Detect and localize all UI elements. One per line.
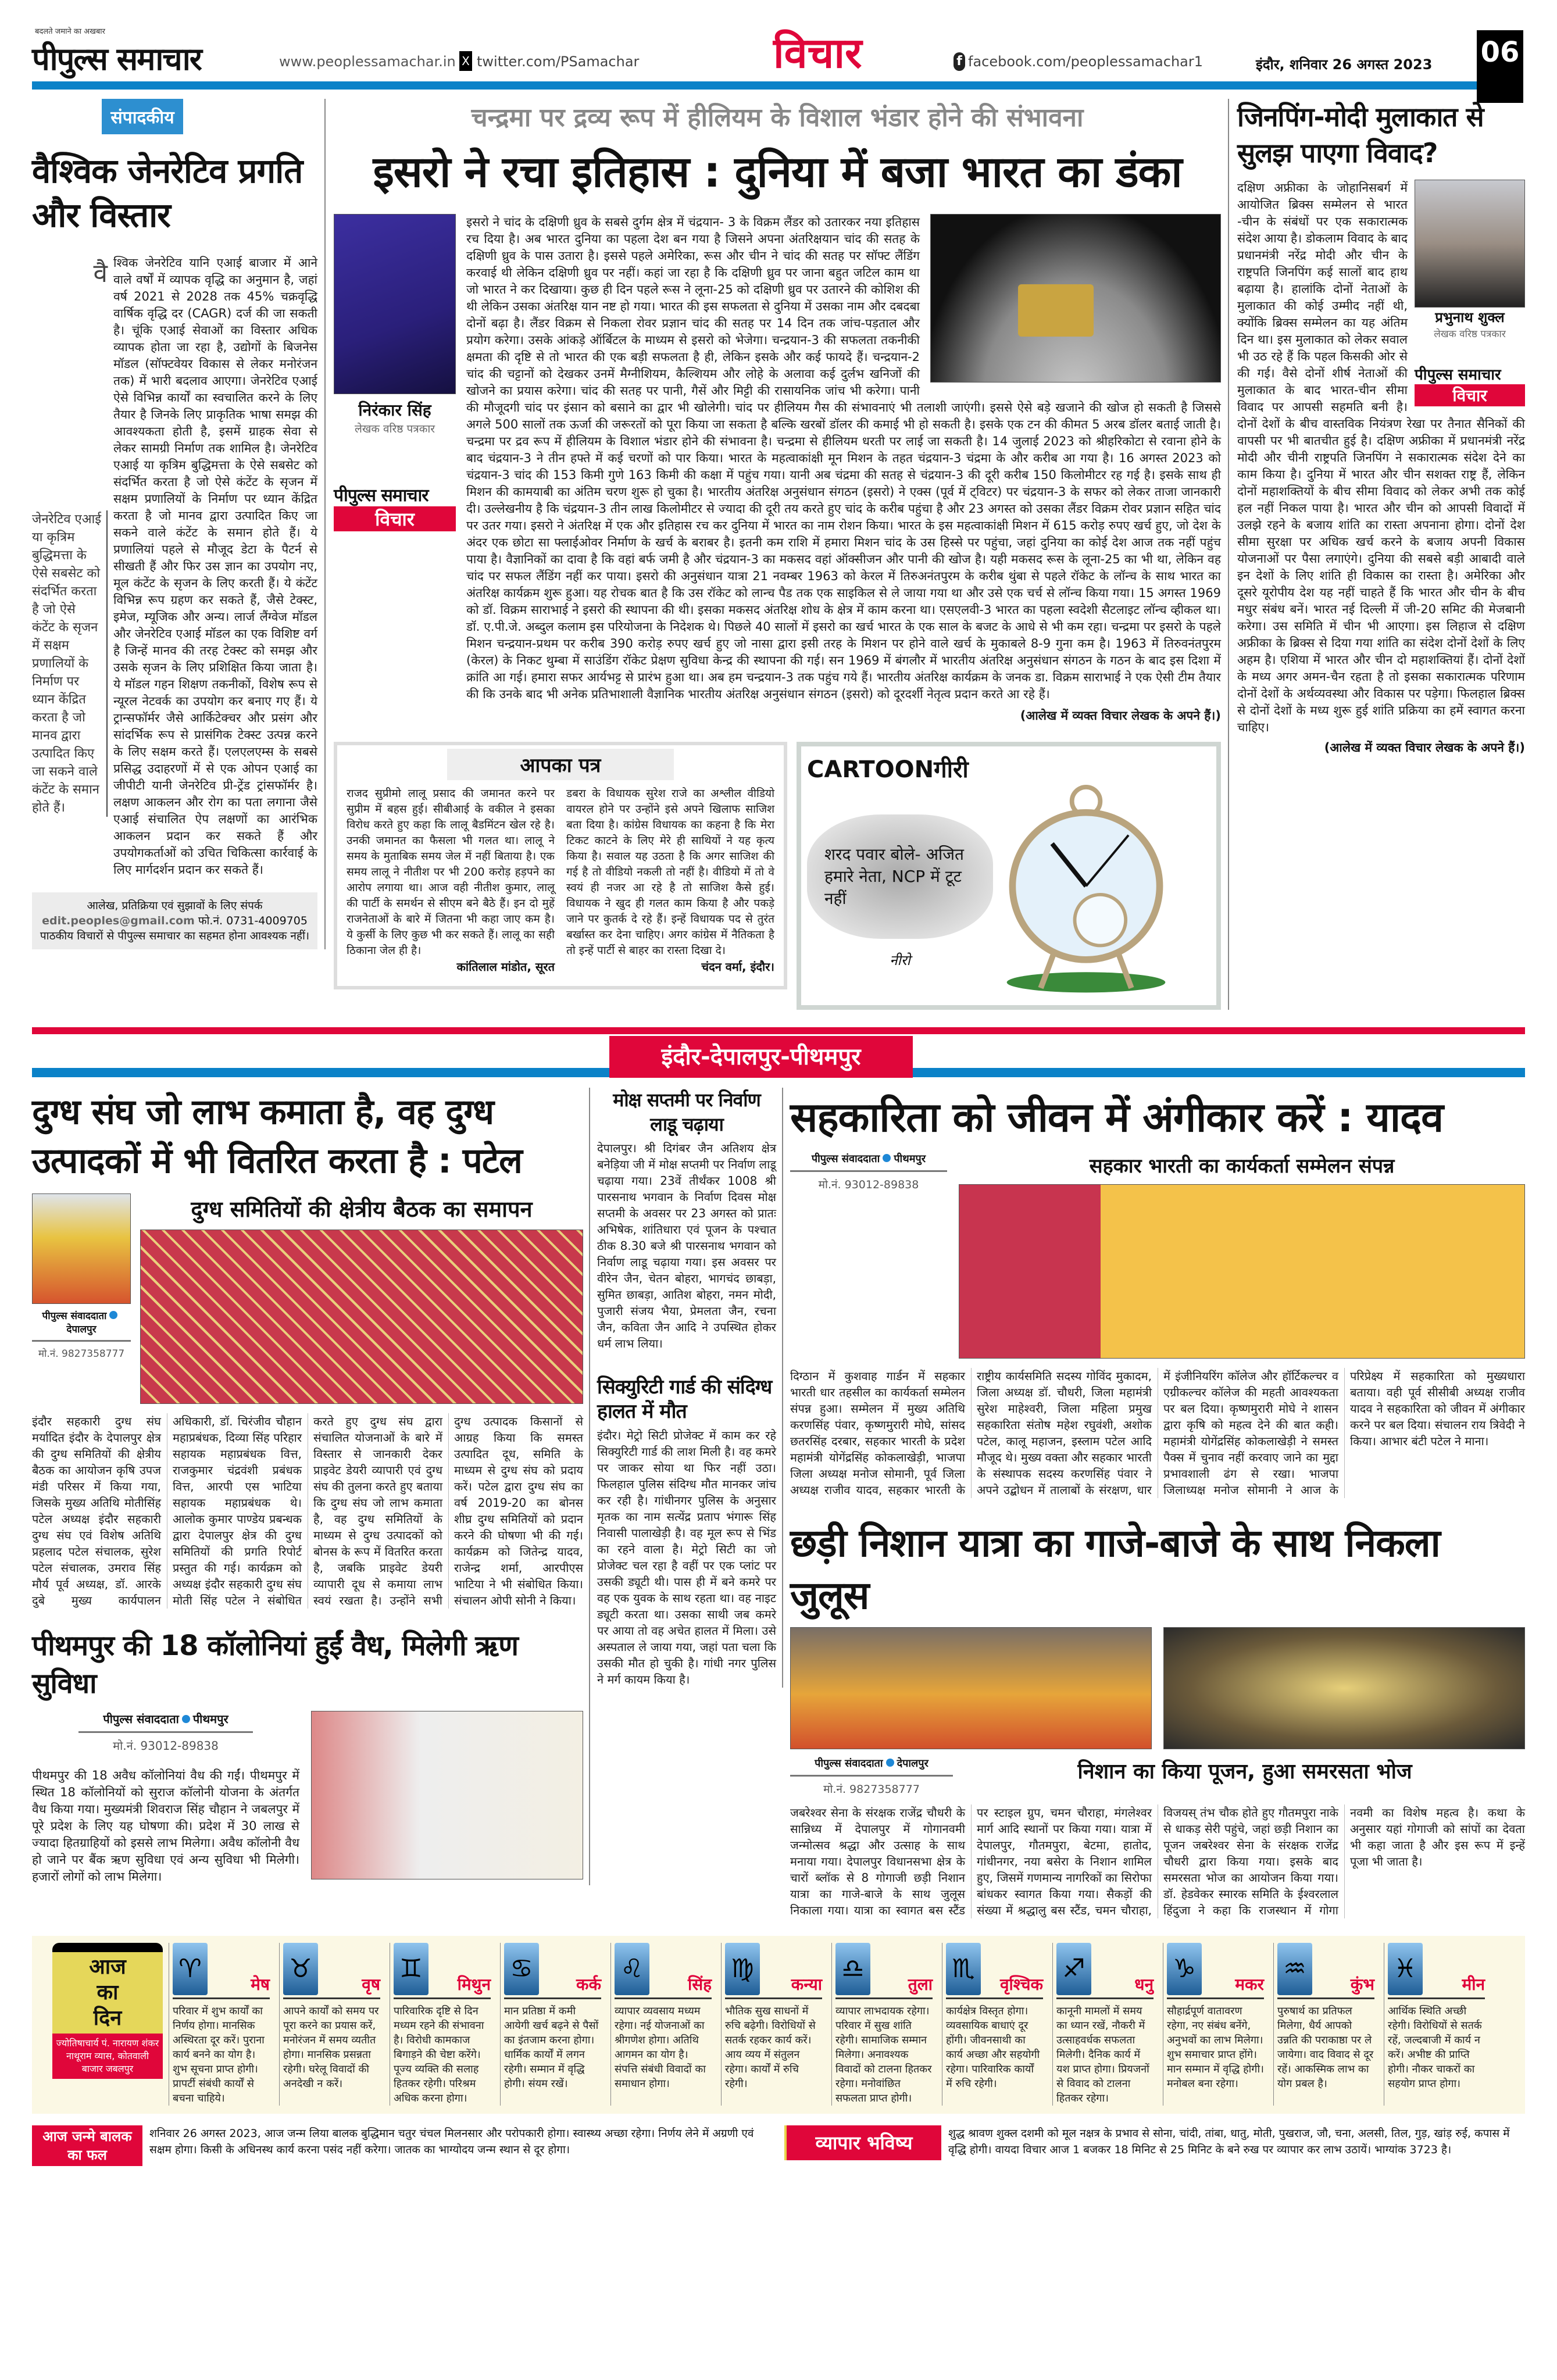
guard-headline: सिक्युरिटी गार्ड की संदिग्ध हालत में मौत bbox=[597, 1375, 772, 1423]
horoscope-title: दिन bbox=[93, 2006, 122, 2030]
zodiac-icon: ♏ bbox=[946, 1943, 981, 1995]
meeting-crowd-photo bbox=[140, 1230, 583, 1404]
sahkar-body: दिग्ठान में कुशवाह गार्डन में सहकार भारती धार तहसील का कार्यकर्ता सम्मेलन संपन्न हुआ। सम्मेलन में मुख्य अतिथि करणसिंह पंवार, कृष्णमुरारी मोघे, सांसद छतरसिंह दरबार, सहकार भारती के प्रदेश महामंत्री योगेंद्रसिंह कोकलाखेड़ी, भाजपा जिला अध्यक्ष मनोज सोमानी, पूर्व जिला अध्यक्ष राजीव यादव, सहकार भारती के राष्ट्रीय कार्यसमिति सदस्य गोविंद मुकादम, जिला अध्यक्ष डॉ. चौधरी, जिला महामंत्री सुरेश माहेश्वरी, जिला महिला प्रमुख सहकारिता संतोष महेश रघुवंशी, अशोक पटेल, कालू महाजन, इस्लाम पटेल आदि मौजूद थे। मुख्य वक्ता और सहकार भारती के संस्थापक सदस्य करणसिंह पंवार ने अपने उद्बोधन में तालाबों के संरक्षण, धार में इंजीनियरिंग कॉलेज और हॉर्टिकल्चर व एग्रीकल्चर कॉलेज की महती आवश्यकता पर बल दिया। कृष्णमुरारी मोघे ने शासन द्वारा कृषि को महत्व देने की बात कही। महामंत्री योगेंद्रसिंह कोकलाखेड़ी ने समस्त पैक्स में चुनाव नहीं करवाए जाने का मुद्दा प्रभावशाली ढंग से रखा। भाजपा जिलाध्यक्ष मनोज सोमानी ने आज के परिप्रेक्ष्य में सहकारिता को मुख्यधारा बताया। वही पूर्व सीसीबी अध्यक्ष राजीव यादव ने सहकारिता को जीवन में अंगीकार करने पर बल दिया। संचालन राय त्रिवेदी ने किया। आभार बंटी पटेल ने माना। bbox=[790, 1369, 1525, 1497]
zodiac-icon: ♋ bbox=[504, 1943, 539, 1995]
rover-shape bbox=[1018, 284, 1094, 337]
zodiac-prediction: आर्थिक स्थिति अच्छी रहेगी। विरोधियों से सतर्क रहें, जल्दबाजी में कार्य न करें। अभीष्ट की प्राप्ति होगी। नौकर चाकरों का सहयोग प्राप्त होगा। bbox=[1388, 2005, 1482, 2090]
zodiac-prediction: पुरुषार्थ का प्रतिफल मिलेगा, धैर्य आपको उन्नति की पराकाष्ठा पर ले जायेगा। वाद विवाद से दूर रहें। आकस्मिक लाभ का योग प्रबल है। bbox=[1277, 2005, 1374, 2090]
zodiac-name: कुंभ bbox=[1350, 1975, 1374, 1994]
zodiac-sign-3 bbox=[390, 1943, 494, 2106]
author-name: प्रभुनाथ शुक्ल bbox=[1435, 309, 1505, 326]
zodiac-name: वृश्चिक bbox=[999, 1975, 1043, 1994]
zodiac-sign-9 bbox=[1052, 1943, 1157, 2106]
letter-signature: कांतिलाल मांडोत, सूरत bbox=[456, 960, 555, 974]
left-news-column bbox=[32, 1088, 590, 1885]
page-number: 06 bbox=[1477, 30, 1523, 103]
moon-lander-photo bbox=[930, 214, 1221, 383]
logo-tag: विचार bbox=[1415, 384, 1525, 406]
zodiac-sign-5 bbox=[610, 1943, 715, 2106]
zodiac-icon: ♑ bbox=[1167, 1943, 1202, 1995]
cartoon-caption: शरद पवार बोले- अजित हमारे नेता, NCP में टूट नहीं bbox=[807, 814, 993, 939]
letter-signature: चंदन वर्मा, इंदौर। bbox=[701, 960, 774, 974]
contact-heading: आलेख, प्रतिक्रिया एवं सुझावों के लिए संपर्क bbox=[87, 899, 263, 912]
zodiac-name: मिथुन bbox=[457, 1975, 491, 1994]
pull-quote: जेनरेटिव एआई या कृत्रिम बुद्धिमत्ता के ऐसे सबसेट को संदर्भित करता है जो ऐसे कंटेंट के सृजन में सक्षम प्रणालियों के निर्माण पर ध्यान केंद्रित करता है जो मानव द्वारा उत्पादित किए जा सकने वाले कंटेंट के समान होते हैं। bbox=[32, 510, 108, 817]
zodiac-prediction: कार्यक्षेत्र विस्तृत होगा। व्यवसायिक बाधाएं दूर होंगी। जीवनसाथी का कार्य अच्छा और सहयोगी रहेगा। पारिवारिक कार्यों में रुचि रहेगी। bbox=[946, 2005, 1040, 2090]
author-role: लेखक वरिष्ठ पत्रकार bbox=[354, 423, 435, 435]
letters-box bbox=[334, 742, 787, 989]
zodiac-prediction: व्यापार व्यवसाय मध्यम रहेगा। नई योजनाओं का श्रीगणेश होगा। अतिथि आगमन का योग है। संपत्ति संबंधी विवादों का समाधान होगा। bbox=[615, 2005, 706, 2090]
zodiac-sign-2 bbox=[279, 1943, 384, 2106]
chhadi-byline bbox=[790, 1756, 953, 1796]
drop-cap: वै bbox=[93, 259, 108, 288]
zodiac-prediction: व्यापार लाभदायक रहेगा। परिवार में सुख शांति रहेगी। सामाजिक सम्मान मिलेगा। अनावश्यक विवादों को टालना हितकर रहेगा। मनोवांछित सफलता प्राप्त होगी। bbox=[835, 2005, 932, 2104]
zodiac-prediction: परिवार में शुभ कार्यों का निर्णय होगा। मानसिक अस्थिरता दूर करें। पुराना कार्य बनने का योग है। शुभ सूचना प्राप्त होगी। प्रापर्टी संबंधी कार्यों से बचना चाहिये। bbox=[173, 2005, 265, 2104]
letter-body: डबरा के विधायक सुरेश राजे का अश्लील वीडियो वायरल होने पर उन्होंने इसे अपने खिलाफ साजिश बता दिया है। कांग्रेस विधायक का कहना है कि मेरा टिकट काटने के लिए मेरे ही साथियों ने यह कृत्य किया है। सवाल यह उठता है कि अगर साजिश की गई है तो वीडियो नकली तो नहीं है। वीडियो में तो वे स्वयं ही नजर आ रहे है तो साजिश कैसे हुई। विधायक ने खुद ही गलत काम किया है और पकड़े जाने पर कुतर्क दे रहे हैं। इन्हें विधायक पद से तुरंत बर्खास्त कर देना चाहिए। अगर कांग्रेस में नैतिकता है तो इन्हें पार्टी से बाहर का रास्ता दिखा दे। bbox=[566, 787, 775, 957]
author-photo bbox=[1415, 180, 1525, 308]
cartoon-title-hi: गीरी bbox=[934, 756, 969, 783]
born-today-text: शनिवार 26 अगस्त 2023, आज जन्म लिया बालक बुद्धिमान चतुर चंचल मिलनसार और परोपकारी होगा। स्वास्थ्य अच्छा रहेगा। निर्णय लेने में अग्रणी एवं सक्षम होगा। किसी के अधिनस्थ कार्य करना पसंद नहीं करेगा। जातक का भाग्योदय जन्म स्थान से दूर होगा। bbox=[149, 2127, 754, 2156]
reporter-mobile: मो.नं. 93012-89838 bbox=[818, 1178, 919, 1191]
lead-article bbox=[334, 99, 1229, 1010]
byline-place: देपालपुर bbox=[897, 1757, 929, 1770]
lead-headline: इसरो ने रचा इतिहास : दुनिया में बजा भारत का डंका bbox=[373, 147, 1182, 197]
lead-kicker: चन्द्रमा पर द्रव्य रूप में हीलियम के विशाल भंडार होने की संभावना bbox=[471, 103, 1084, 133]
zodiac-icon: ♈ bbox=[173, 1943, 208, 1995]
zodiac-name: मकर bbox=[1235, 1975, 1264, 1994]
zodiac-prediction: भौतिक सुख साधनों में रुचि बढ़ेगी। विरोधियों से सतर्क रहकर कार्य करें। आय व्यय में संतुलन रहेगा। कार्यों में रुचि रहेगी। bbox=[725, 2005, 816, 2090]
bottom-strip bbox=[32, 2125, 1525, 2166]
logo-text: पीपुल्स समाचार bbox=[334, 485, 428, 506]
zodiac-icon: ♊ bbox=[394, 1943, 428, 1995]
trade-forecast-label: व्यापार भविष्य bbox=[784, 2125, 941, 2160]
chhadi-body: जबरेश्वर सेना के संरक्षक राजेंद्र चौधरी के सान्निध्य में देपालपुर में गोगानवमी जन्मोत्सव श्रद्धा और उत्साह के साथ मनाया गया। देपालपुर विधानसभा क्षेत्र के चारों ब्लॉक से 8 गोगाजी छड़ी निशान यात्रा का गाजे-बाजे के साथ जुलूस निकाला गया। यात्रा का स्वागत बस स्टैंड पर स्टाइल ग्रुप, चमन चौराहा, मंगलेश्वर मार्ग आदि स्थानों पर किया गया। यात्रा में देपालपुर, गौतमपुरा, बेटमा, हातोद, गांधीनगर, नया बसेरा के निशान शामिल हुए, जिसमें गणमान्य नागरिकों का सिरोफा बांधकर स्वागत किया गया। सैकड़ों की संख्या में श्रद्धालु बस स्टैंड, चमन चौराहा, विजयस् तंभ चौक होते हुए गौतमपुरा नाके से धाकड़ सेरी पहुंचे, जहां छड़ी निशान का पूजन जबरेश्वर सेना के संरक्षक राजेंद्र चौधरी द्वारा किया गया। इसके बाद समरसता भोज का आयोजन किया गया। डॉ. हेडवेकर स्मारक समिति के ईश्वरलाल हिंदुजा ने कहा कि राजस्थान में गोगा नवमी का विशेष महत्व है। कथा के अनुसार यहां गोगाजी को सांपों का देवता भी कहा जाता है और इस रूप में इन्हें पूजा भी जाता है। bbox=[790, 1806, 1525, 1917]
horoscope-title: का bbox=[97, 1981, 119, 2004]
zodiac-icon: ♍ bbox=[725, 1943, 760, 1995]
zodiac-sign-4 bbox=[500, 1943, 605, 2106]
contact-email[interactable]: edit.peoples@gmail.com bbox=[42, 914, 195, 927]
author-role: लेखक वरिष्ठ पत्रकार bbox=[1434, 328, 1506, 340]
author-name: निरंकार सिंह bbox=[358, 401, 431, 420]
cartoonist-signature: नीरो bbox=[890, 952, 910, 969]
moksha-article bbox=[597, 1088, 776, 1352]
byline-place: पीथमपुर bbox=[192, 1712, 228, 1726]
zodiac-name: तुला bbox=[908, 1975, 933, 1994]
byline-place: पीथमपुर bbox=[894, 1153, 926, 1165]
zodiac-prediction: मान प्रतिष्ठा में कमी आयेगी खर्च बढ़ने से पैसों का इंतजाम करना होगा। धार्मिक कार्यों में लगन रहेगी। सम्मान में वृद्धि होगी। संयम रखें। bbox=[504, 2005, 599, 2090]
zodiac-icon: ♓ bbox=[1388, 1943, 1423, 1995]
lead-footnote: (आलेख में व्यक्त विचार लेखक के अपने हैं।) bbox=[1020, 709, 1221, 723]
edition-date: इंदौर, शनिवार 26 अगस्त 2023 bbox=[1256, 56, 1433, 73]
zodiac-sign-6 bbox=[721, 1943, 826, 2106]
guard-article bbox=[597, 1375, 776, 1688]
facebook-link[interactable]: facebook.com/peoplessamachar1 bbox=[968, 53, 1203, 70]
zodiac-prediction: कानूनी मामलों में समय का ध्यान रखें, नौकरी में उत्साहवर्धक सफलता मिलेगी। दैनिक कार्य में यश प्राप्त होगा। प्रियजनों से विवाद को टालना हितकर रहेगा। bbox=[1056, 2005, 1149, 2104]
zodiac-sign-12 bbox=[1384, 1943, 1488, 2106]
contact-box bbox=[32, 892, 317, 949]
opinion-article bbox=[1237, 99, 1525, 756]
byline-name: पीपुल्स संवाददाता bbox=[811, 1153, 880, 1165]
zodiac-name: वृष bbox=[362, 1975, 380, 1994]
zodiac-sign-11 bbox=[1273, 1943, 1378, 2106]
letter-body: राजद सुप्रीमो लालू प्रसाद की जमानत करने पर सुप्रीम में बहस हुई। सीबीआई के वकील ने इसका विरोध करते हुए कहा कि लालू बैडमिंटन खेल रहे है। उनकी जमानत का फैसला भी गलत था। लालू ने समय के मुताबिक समय जेल में नहीं बिताया है। एक समय लालू ने नीतीश पर भी 200 करोड़ हड़पने का आरोप लगाया था। आज वही नीतीश कुमार, लालू की पार्टी के समर्थन से सीएम बने बैठे हैं। इन दो मुहें राजनेताओं के बारे में जितना भी कहा जाए कम है। ये कुर्सी के लिए कुछ भी कर सकते हैं। लालू का सही ठिकाना जेल ही है। bbox=[347, 787, 555, 957]
milk-body: इंदौर सहकारी दुग्ध संघ मर्यादित इंदौर के देपालपुर क्षेत्र की दुग्ध समितियों की क्षेत्रीय बैठक का आयोजन कृषि उपज मंडी परिसर में किया गया, जिसके मुख्य अतिथि मोतीसिंह पटेल अध्यक्ष इंदौर सहकारी दुग्ध संघ एवं विशेष अतिथि प्रहलाद पटेल संचालक, सुरेश पटेल संचालक, उमराव सिंह मौर्य पूर्व अध्यक्ष, डॉ. आरके दुबे मुख्य कार्यपालन अधिकारी, डॉ. चिरंजीव चौहान महाप्रबंधक, दिव्या सिंह परिहार सहायक महाप्रबंधक वित्त, राजकुमार चंद्रवंशी प्रबंधक वित्त, आरपी एस भाटिया सहायक महाप्रबंधक थे। आलोक कुमार पाण्डेय प्रबन्धक द्वारा देपालपुर क्षेत्र की दुग्ध समितियों की प्रगति रिपोर्ट प्रस्तुत की गई। कार्यक्रम को अध्यक्ष इंदौर सहकारी दुग्ध संघ मोती सिंह पटेल ने संबोधित करते हुए दुग्ध संघ द्वारा संचालित योजनाओं के बारे में विस्तार से जानकारी देकर प्राइवेट डेयरी व्यापारी एवं दुग्ध संघ की तुलना करते हुए बताया कि दुग्ध संघ जो लाभ कमाता है, वह दुग्ध समितियों के माध्यम से दुग्ध उत्पादकों को बोनस के रूप में वितरित करता है, जबकि प्राइवेट डेयरी व्यापारी दूध से कमाया लाभ स्वयं रखता है। उन्होंने सभी दुग्ध उत्पादक किसानों से आग्रह किया कि समस्त उत्पादित दूध, समिति के माध्यम से दुग्ध संघ को प्रदाय करें। पटेल द्वारा दुग्ध संघ का वर्ष 2019-20 का बोनस शीघ्र दुग्ध समितियों को प्रदान करने की घोषणा भी की गई। कार्यक्रम को जितेन्द्र यादव, राजेन्द्र शर्मा, आरपीएस भाटिया ने भी संबोधित किया। संचालन ओपी सोनी ने किया। bbox=[32, 1414, 583, 1607]
facebook-icon: f bbox=[954, 52, 965, 71]
milk-subheadline: दुग्ध समितियों की क्षेत्रीय बैठक का समापन bbox=[191, 1196, 533, 1222]
sahkar-headline: सहकारिता को जीवन में अंगीकार करें : यादव bbox=[790, 1093, 1444, 1141]
horoscope-title: आज bbox=[89, 1955, 126, 1979]
procession-stage-photo bbox=[790, 1627, 1152, 1749]
viewpoint-logo bbox=[334, 483, 456, 531]
letters-title: आपका पत्र bbox=[447, 749, 674, 780]
zodiac-name: मेष bbox=[251, 1975, 270, 1994]
zodiac-name: मीन bbox=[1462, 1975, 1485, 1994]
author-box bbox=[334, 214, 456, 724]
editorial-column bbox=[32, 99, 326, 949]
clock-icon bbox=[999, 784, 1173, 999]
author-photo bbox=[334, 214, 456, 394]
astrologer-credit: ज्योतिषाचार्य पं. नारायण शंकर नाथूराम व्यास, कोतवाली बाजार जबलपुर bbox=[52, 2034, 163, 2079]
masthead-tagline: बदलते जमाने का अखबार bbox=[35, 27, 105, 36]
horoscope-title-box bbox=[52, 1943, 163, 2079]
guard-body: इंदौर। मेट्रो सिटी प्रोजेक्ट में काम कर रहे सिक्युरिटी गार्ड की लाश मिली है। वह कमरे पर जाकर सोया था फिर नहीं उठा। फिलहाल पुलिस संदिग्ध मौत मानकर जांच कर रही है। गांधीनगर पुलिस के अनुसार मृतक का नाम सत्येंद्र प्रताप भंगारू सिंह निवासी पालाखेड़ी है। वह मूल रूप से भिंड का रहने वाला है। मेट्रो सिटी का जो प्रोजेक्ट चल रहा है वहीं पर एक प्लांट पर उसकी ड्यूटी थी। पास ही में बने कमरे पर वह एक युवक के साथ रहता था। वह नाइट ड्यूटी करता था। उसका साथी जब कमरे पर आया तो वह अचेत हालत में मिला। उसे अस्पताल ले जाया गया, जहां पता चला कि उसकी मौत हो चुकी है। गांधी नगर पुलिस ने मर्ग कायम किया है। bbox=[597, 1428, 776, 1686]
chhadi-headline: छड़ी निशान यात्रा का गाजे-बाजे के साथ निकला जुलूस bbox=[790, 1521, 1440, 1618]
zodiac-prediction: पारिवारिक दृष्टि से दिन मध्यम रहने की संभावना है। विरोधी कामकाज बिगाड़ने की चेष्टा करेंगे। पूज्य व्यक्ति की सलाह हितकर रहेगी। परिश्रम अधिक करना होगा। bbox=[394, 2005, 484, 2104]
editorial-headline: वैश्विक जेनरेटिव प्रगति और विस्तार bbox=[32, 151, 303, 235]
reporter-mobile: मो.नं. 9827358777 bbox=[823, 1783, 920, 1796]
moksha-body: देपालपुर। श्री दिगंबर जैन अतिशय क्षेत्र बनेड़िया जी में मोक्ष सप्तमी पर निर्वाण लाडू चढ़ाया गया। 23वें तीर्थंकर 1008 श्री पारसनाथ भगवान के निर्वाण दिवस मोक्ष सप्तमी के अवसर पर 23 अगस्त को प्रातः अभिषेक, शांतिधारा एवं पूजन के पश्चात ठीक 8.30 बजे श्री पारसनाथ भगवान को निर्वाण लाडू चढ़ाया गया। इस अवसर पर वीरेन जैन, चेतन बोहरा, भागचंद छाबड़ा, सुमित छाबड़ा, आतिश बोहरा, नमन मोदी, पुजारी संजय भैया, प्रेमलता जैन, रचना जैन, कविता जैन आदि ने उपस्थित होकर धर्म लाभ लिया। bbox=[597, 1141, 776, 1350]
cartoon-title-en: CARTOON bbox=[807, 756, 934, 783]
right-news-column bbox=[790, 1088, 1525, 1918]
lead-body-area bbox=[466, 214, 1221, 724]
zodiac-icon: ♎ bbox=[835, 1943, 870, 1995]
reporter-mobile: मो.नं. 93012-89838 bbox=[113, 1739, 219, 1753]
horoscope-panel bbox=[32, 1936, 1525, 2114]
zodiac-sign-10 bbox=[1163, 1943, 1267, 2106]
middle-news-column bbox=[597, 1088, 783, 1688]
opinion-headline: जिनपिंग-मोदी मुलाकात से सुलझ पाएगा विवाद? bbox=[1237, 101, 1484, 169]
reporter-mobile: मो.नं. 9827358777 bbox=[38, 1348, 125, 1360]
section-title: विचार bbox=[773, 28, 862, 77]
city-section-label: इंदौर-देपालपुर-पीथमपुर bbox=[609, 1036, 913, 1078]
byline-name: पीपुल्स संवाददाता bbox=[103, 1712, 179, 1726]
trade-forecast-text: शुद्ध श्रावण शुक्ल दशमी को मूल नक्षत्र के प्रभाव से सोना, चांदी, तांबा, धातु, मोती, पुखराज, जौ, चना, अलसी, तिल, गुड़, खांड़ रुई, कपास में वृद्धि होगी। वायदा विचार आज 1 बजकर 18 मिनिट से 25 मिनिट के बने रुख पर व्यापार कर लाभ उठायें। भाग्यांक 3723 है। bbox=[948, 2127, 1510, 2156]
zodiac-icon: ♉ bbox=[283, 1943, 318, 1995]
top-section bbox=[32, 99, 1525, 1010]
cartoon-box bbox=[797, 742, 1221, 1010]
sahkar-byline bbox=[790, 1152, 947, 1359]
newspaper-logo: पीपुल्स समाचार bbox=[32, 41, 201, 77]
born-today-label: आज जन्मे बालक का फल bbox=[32, 2125, 142, 2166]
colonies-body: पीथमपुर की 18 अवैध कॉलोनियां वैध की गईं। पीथमपुर में स्थित 18 कॉलोनियों को सुराज कॉलोनी योजना के अंतर्गत वैध किया गया। मुख्यमंत्री शिवराज सिंह चौहान ने जबलपुर में पूरे प्रदेश के लिए यह घोषणा की। प्रदेश में 30 लाख से ज्यादा हितग्राहियों को इससे लाभ मिलेगा। अवैध कॉलोनी वैध हो जाने पर बैंक ऋण सुविधा एवं अन्य सुविधा भी मिलेगी। हजारों लोगों को लाभ मिलेगा। bbox=[32, 1768, 299, 1884]
section-divider bbox=[32, 1027, 1525, 1080]
editorial-label: संपादकीय bbox=[102, 99, 183, 134]
byline-place: देपालपुर bbox=[66, 1324, 97, 1335]
editorial-body: श्विक जेनरेटिव यानि एआई बाजार में आने वाले वर्षों में व्यापक वृद्धि का अनुमान है, जहां वर्ष 2021 से 2028 तक 45% चक्रवृद्धि वार्षिक वृद्धि दर (CAGR) दर्ज की जा सकती है। चूंकि एआई सेवाओं का विस्तार अधिक व्यापक होता जा रहा है, उद्योगों के बिजनेस मॉडल (सॉफ्टवेयर विकास से लेकर मनोरंजन तक) में भारी बदलाव आएगा। जेनरेटिव एआई ऐसे विभिन्न कार्यों का स्वचालित करने के लिए तैयार है जिनके लिए प्राकृतिक भाषा समझ की आवश्यकता होती है, इसमें ग्राहक सेवा से लेकर सामग्री निर्माण तक शामिल है। जेनरेटिव एआई या कृत्रिम बुद्धिमत्ता के ऐसे सबसेट को संदर्भित करता है जो ऐसे कंटेंट के सृजन में सक्षम प्रणालियों के निर्माण पर ध्यान केंद्रित करता है जो मानव द्वारा उत्पादित किए जा सकने वाले कंटेंट के समान होते हैं। ये प्रणालियां पहले से मौजूद डेटा के पैटर्न से सीखती हैं और फिर उस ज्ञान का उपयोग नए, मूल कंटेंट के सृजन के लिए करती हैं। ये कंटेंट विभिन्न रूप ग्रहण कर सकते हैं, जैसे टेक्स्ट, इमेज, म्यूजिक और अन्य। लार्ज लैंग्वेज मॉडल और जेनरेटिव एआई मॉडल का एक विशिष्ट वर्ग है जिन्हें मानव की तरह टेक्स्ट को समझ और उसके सृजन के लिए प्रशिक्षित किया जाता है। ये मॉडल गहन शिक्षण तकनीकों, विशेष रूप से न्यूरल नेटवर्क का उपयोग कर बनाए गए हैं। ये ट्रान्सफॉर्मर जैसे आर्किटेक्चर और प्रसंग और सांदर्भिक रूप से प्रासंगिक टेक्स्ट उत्पन्न करने के लिए सक्षम करते हैं। एलएलएम्स के सबसे प्रसिद्ध उदाहरणों में से एक ओपन एआई का जीपीटी यानी जेनरेटिव प्री-ट्रेंड ट्रांसफॉर्मर है। लक्षण आकलन और रोग का पता लगाना जैसे एआई संचालित ऐप लक्षणों का आरंभिक आकलन प्रदान कर सकते हैं और उपयोगकर्ताओं को उचित चिकित्सा कार्रवाई के लिए मार्गदर्शन प्रदान कर सकते हैं। bbox=[113, 256, 317, 877]
byline-name: पीपुल्स संवाददाता bbox=[42, 1310, 107, 1322]
felicitation-photo bbox=[32, 1193, 131, 1304]
section-rule-red bbox=[32, 1027, 1525, 1034]
logo-text: पीपुल्स समाचार bbox=[1415, 366, 1501, 384]
zodiac-icon: ♌ bbox=[615, 1943, 649, 1995]
disclaimer: पाठकीय विचारों से पीपुल्स समाचार का सहमत होना आवश्यक नहीं। bbox=[40, 930, 310, 942]
zodiac-prediction: आपने कार्यों को समय पर पूरा करने का प्रयास करें, मनोरंजन में समय व्यतीत होगा। मानसिक प्रसन्नता रहेगी। घरेलू विवादों की अनदेखी न करें। bbox=[283, 2005, 379, 2090]
sahkar-event-photo bbox=[959, 1184, 1525, 1359]
meeting-hall-photo bbox=[311, 1711, 583, 1879]
zodiac-name: धनु bbox=[1134, 1975, 1154, 1994]
zodiac-sign-8 bbox=[942, 1943, 1047, 2106]
zodiac-icon: ♒ bbox=[1277, 1943, 1312, 1995]
zodiac-sign-7 bbox=[831, 1943, 936, 2106]
procession-crowd-photo bbox=[1163, 1627, 1525, 1749]
website-link[interactable]: www.peoplessamachar.in bbox=[279, 53, 456, 70]
byline-name: पीपुल्स संवाददाता bbox=[815, 1757, 883, 1770]
zodiac-name: कर्क bbox=[576, 1975, 601, 1994]
zodiac-name: कन्या bbox=[791, 1975, 822, 1994]
zodiac-prediction: सौहार्द्रपूर्ण वातावरण रहेगा, नए संबंध बनेंगे, अनुभवों का लाभ मिलेगा। शुभ समाचार प्राप्त होंगे। मान सम्मान में वृद्धि होगी। मनोबल बना रहेगा। bbox=[1167, 2005, 1264, 2090]
opinion-body: दक्षिण अफ्रीका के जोहानिसबर्ग में आयोजित ब्रिक्स सम्मेलन से भारत -चीन के संबंधों पर एक सकारात्मक संदेश आया है। डोकलाम विवाद के बाद प्रधानमंत्री नरेंद्र मोदी और चीन के राष्ट्रपति जिनपिंग कई सालों बाद हाथ बढ़ाया है। हालांकि दोनों नेताओं के मुलाकात की कोई उम्मीद नहीं थी, क्योंकि ब्रिक्स सम्मेलन का यह अंतिम दिन था। इस मुलाकात को लेकर सवाल भी उठ रहे हैं कि पहल किसकी ओर से की गई। वैसे दोनों शीर्ष नेताओं की मुलाकात के बाद भारत-चीन सीमा विवाद पर आपसी सहमति बनी है। दोनों देशों के बीच वास्तविक नियंत्रण रेखा पर तैनात सैनिकों की वापसी पर भी बातचीत हुई है। दक्षिण अफ्रीका में प्रधानमंत्री नरेंद्र मोदी और चीनी राष्ट्रपति जिनपिंग ने सकारात्मक संदेश देने का काम किया है। दुनिया में भारत और चीन सशक्त राष्ट्र हैं, लेकिन दोनों महाशक्तियों के बीच सीमा विवाद को लेकर अभी तक कोई हल नहीं निकल पाया है। भारत और चीन को आपसी विवादों में उलझे रहने के बजाय शांति का रास्ता अपनाना होगा। दोनों देश सीमा सुरक्षा पर अधिक खर्च करने के बजाय अपनी विकास योजनाओं पर पैसा लगाएंगे। दुनिया की सबसे बड़ी आबादी वाले इन देशों के लिए शांति ही विकास का रास्ता है। अमेरिका और दूसरे यूरोपीय देश यह नहीं चाहते हैं कि भारत और चीन के बीच मधुर संबंध बनें। भारत नई दिल्ली में जी-20 समिट की मेजबानी करेगा। उस समिति में चीन भी आएगा। इस लिहाज से दक्षिण अफ्रीका के ब्रिक्स से दिया गया शांति का संदेश दोनों देशों के लिए अहम है। एशिया में भारत और चीन दो महाशक्तियां हैं। दोनों देशों के मध्य अगर अमन-चैन रहता है तो इसका सकारात्मक परिणाम दोनों देशों के अर्थव्यवस्था और विकास पर पड़ेगा। फिलहाल ब्रिक्स से दोनों देशों के मध्य शुरू हुई शांति प्रक्रिया का हमें स्वागत करना चाहिए। bbox=[1237, 181, 1525, 734]
opinion-footnote: (आलेख में व्यक्त विचार लेखक के अपने हैं।) bbox=[1324, 741, 1525, 755]
milk-side bbox=[32, 1193, 131, 1404]
milk-headline: दुग्ध संघ जो लाभ कमाता है, वह दुग्ध उत्पादकों में भी वितरित करता है : पटेल bbox=[32, 1092, 522, 1181]
colonies-article bbox=[32, 1711, 583, 1885]
chhadi-subheadline: निशान का किया पूजन, हुआ समरसता भोज bbox=[1077, 1760, 1412, 1784]
zodiac-signs bbox=[169, 1943, 1488, 2106]
sahkar-subheadline: सहकार भारती का कार्यकर्ता सम्मेलन संपन्न bbox=[1089, 1155, 1395, 1178]
zodiac-name: सिंह bbox=[687, 1975, 712, 1994]
logo-tag: विचार bbox=[334, 506, 456, 531]
twitter-link[interactable]: twitter.com/PSamachar bbox=[477, 53, 640, 70]
x-twitter-icon: X bbox=[459, 51, 472, 71]
moksha-headline: मोक्ष सप्तमी पर निर्वाण लाडू चढ़ाया bbox=[613, 1089, 760, 1135]
zodiac-sign-1 bbox=[169, 1943, 273, 2106]
zodiac-icon: ♐ bbox=[1056, 1943, 1091, 1995]
contact-phone: फो.नं. 0731-4009705 bbox=[198, 914, 308, 927]
colonies-headline: पीथमपुर की 18 कॉलोनियां हुईं वैध, मिलेगी ऋण सुविधा bbox=[32, 1629, 518, 1700]
city-section bbox=[32, 1088, 1525, 1918]
lead-body: इसरो ने चांद के दक्षिणी ध्रुव के सबसे दुर्गम क्षेत्र में चंद्रयान- 3 के विक्रम लैंडर को उतारकर नया इतिहास रच दिया है। अब भारत दुनिया का पहला देश बन गया है जिसने अपना अंतरिक्षयान चांद की सतह के दक्षिणी ध्रुव के पास उतारा है। इससे पहले अमेरिका, रूस और चीन ने चांद की सतह पर सॉफ्ट लैंडिंग करवाई थी लेकिन दक्षिणी ध्रुव पर नहीं। कहां जा रहा है कि दक्षिणी ध्रुव पर जाना बहुत जटिल काम था जो भारत ने कर दिखाया। कुछ ही दिन पहले रूस ने लूना-25 को दक्षिणी ध्रुव पर उतारने की कोशिश की थी लेकिन उसका अंतरिक्ष यान नष्ट हो गया। भारत की इस सफलता से दुनिया में उसका नाम और दबदबा दोनों बढ़ा है। लैंडर विक्रम से निकला रोवर प्रज्ञान चांद की सतह पर 14 दिन तक जांच-पड़ताल और प्रयोग करेगा। उसके आंकड़े ऑर्बिटल के माध्यम से इसरो को भेजेगा। चन्द्रयान-3 की सफलता तकनीकी क्षमता की दृष्टि से तो भारत की एक बड़ी सफलता है ही, लेकिन इसके और कई फायदे हैं। चन्द्रयान-2 चांद की चट्टानों को देखकर उनमें मैग्नीशियम, कैल्शियम और लोहे के अलावा कई दुर्लभ खनिजों की खोजने का प्रयास करेगा। चांद की सतह पर पानी, गैसें और मिट्टी की रासायनिक जांच भी करेगा। पानी की मौजूदगी चांद पर इंसान को बसाने का द्वार भी खोलेगी। चांद पर हीलियम गैस की संभावनाएं भी तलाशी जाएंगी। इससे ऐसे बड़े खजाने की खोज हो सकती है जिससे अगले 500 सालों तक ऊर्जा की जरूरतों को पूरा किया जा सकता है बल्कि खरबों डॉलर की कमाई भी हो सकती है। इसके एक टन की कीमत 5 अरब डॉलर बताई जाती है। चन्द्रमा पर द्रव रूप में हीलियम के विशाल भंडार होने की संभावना है। चन्द्रमा से हीलियम धरती पर लाई जा सकती है। 14 जुलाई 2023 को श्रीहरिकोटा से रवाना होने के बाद चंद्रयान-3 ने तीन हफ्ते में कई चरणों को पार किया। भारत के महत्वाकांक्षी मून मिशन के तहत चंद्रयान-3 चंद्रमा के और करीब आ गया है। 16 अगस्त 2023 को चंद्रयान-3 चांद की 153 किमी गुणे 163 किमी की कक्षा में पहुंच गया। यानी अब चंद्रमा की सतह से चंद्रयान-3 की दूरी करीब 150 किलोमीटर रह गई है। इसके साथ ही मिशन की कामयाबी का अंतिम चरण शुरू हो चुका है। भारतीय अंतरिक्ष अनुसंधान संगठन (इसरो) ने एक्स (पूर्व में ट्विटर) पर चंद्रयान-3 के सफर को लेकर ताजा जानकारी दी। उल्लेखनीय है कि चंद्रयान-3 तीन लाख किलोमीटर से ज्यादा की दूरी तय करते हुए चांद के करीब पहुंचा है और 23 अगस्त को उसका लैंडर विक्रम रोवर प्रज्ञान सहित चांद पर उतर गया। इसरो ने अंतरिक्ष में एक और इतिहास रच कर दुनिया में भारत का नाम रोशन किया। भारत के इस महत्वाकांक्षी मिशन में 615 करोड़ रुपए खर्च हुए, जो देश के अंदर एक छोटा सा फ्लाईओवर निर्माण के खर्च के बराबर है। इतनी कम राशि में हमारा मिशन चांद के उस हिस्से पर पहुंचा, जहां दुनिया का कोई देश आज तक नहीं पहुंच पाया है। वैज्ञानिकों का दावा है कि वहां बर्फ जमी है और चंद्रयान-3 का मकसद वहां ऑक्सीजन और पानी की खोज है। यही मकसद रूस के लूना-25 का भी था, लेकिन वह चांद पर सफल लैंडिंग नहीं कर पाया। इसरो की अनुसंधान यात्रा 21 नवम्बर 1963 को केरल में तिरुअनंतपुरम के करीब थुंबा से पहले रॉकेट के लॉन्च के साथ भारत का अंतरिक्ष कार्यक्रम शुरू हुआ। यह रोचक बात है कि उस रॉकेट को लान्च पैड तक एक साइकिल से ले जाया गया था और उसे एक चर्च से लॉन्च किया गया। 15 अगस्त 1969 को डॉ. विक्रम साराभाई ने इसरो की स्थापना की थी। इसका मकसद अंतरिक्ष शोध के क्षेत्र में काम करना था। एसएलवी-3 भारत का पहला स्वदेशी सैटलाइट लॉन्च व्हीकल था। डॉ. ए.पी.जे. अब्दुल कलाम इस परियोजना के निदेशक थे। पिछले 40 सालों में इसरो का खर्च भारत के एक साल के बजट के आधे से भी कम रहा। चन्द्रमा पर इसरो के पहले मिशन चन्द्रयान-प्रथम पर करीब 390 करोड़ रुपए खर्च हुए जो नासा द्वारा इसी तरह के मिशन पर होने वाले खर्च के मुकाबले 8-9 गुना कम है। 1963 में तिरुवनंतपुरम (केरल) के निकट थुम्बा में साउंडिंग रॉकेट प्रेक्षण सुविधा केन्द्र की स्थापना की गई। सन 1969 में बंगलौर में भारतीय अंतरिक्ष अनुसंधान संगठन के गठन के बाद इस दिशा में क्रांति आ गई। हमारा सफर आर्यभट्ट से प्रारंभ हुआ था। अब हम चन्द्रयान-3 तक पहुंच गये हैं। भारतीय अंतरिक्ष कार्यक्रम के जनक डा. विक्रम साराभाई ने एक ऐसी टीम तैयार की कि उनके बाद भी अनेक प्रतिभाशाली वैज्ञानिक भारतीय अंतरिक्ष अनुसंधान संगठन (इसरो) को दूरदर्शी नेतृत्व प्रदान करते आ रहे हैं। bbox=[466, 215, 1221, 701]
